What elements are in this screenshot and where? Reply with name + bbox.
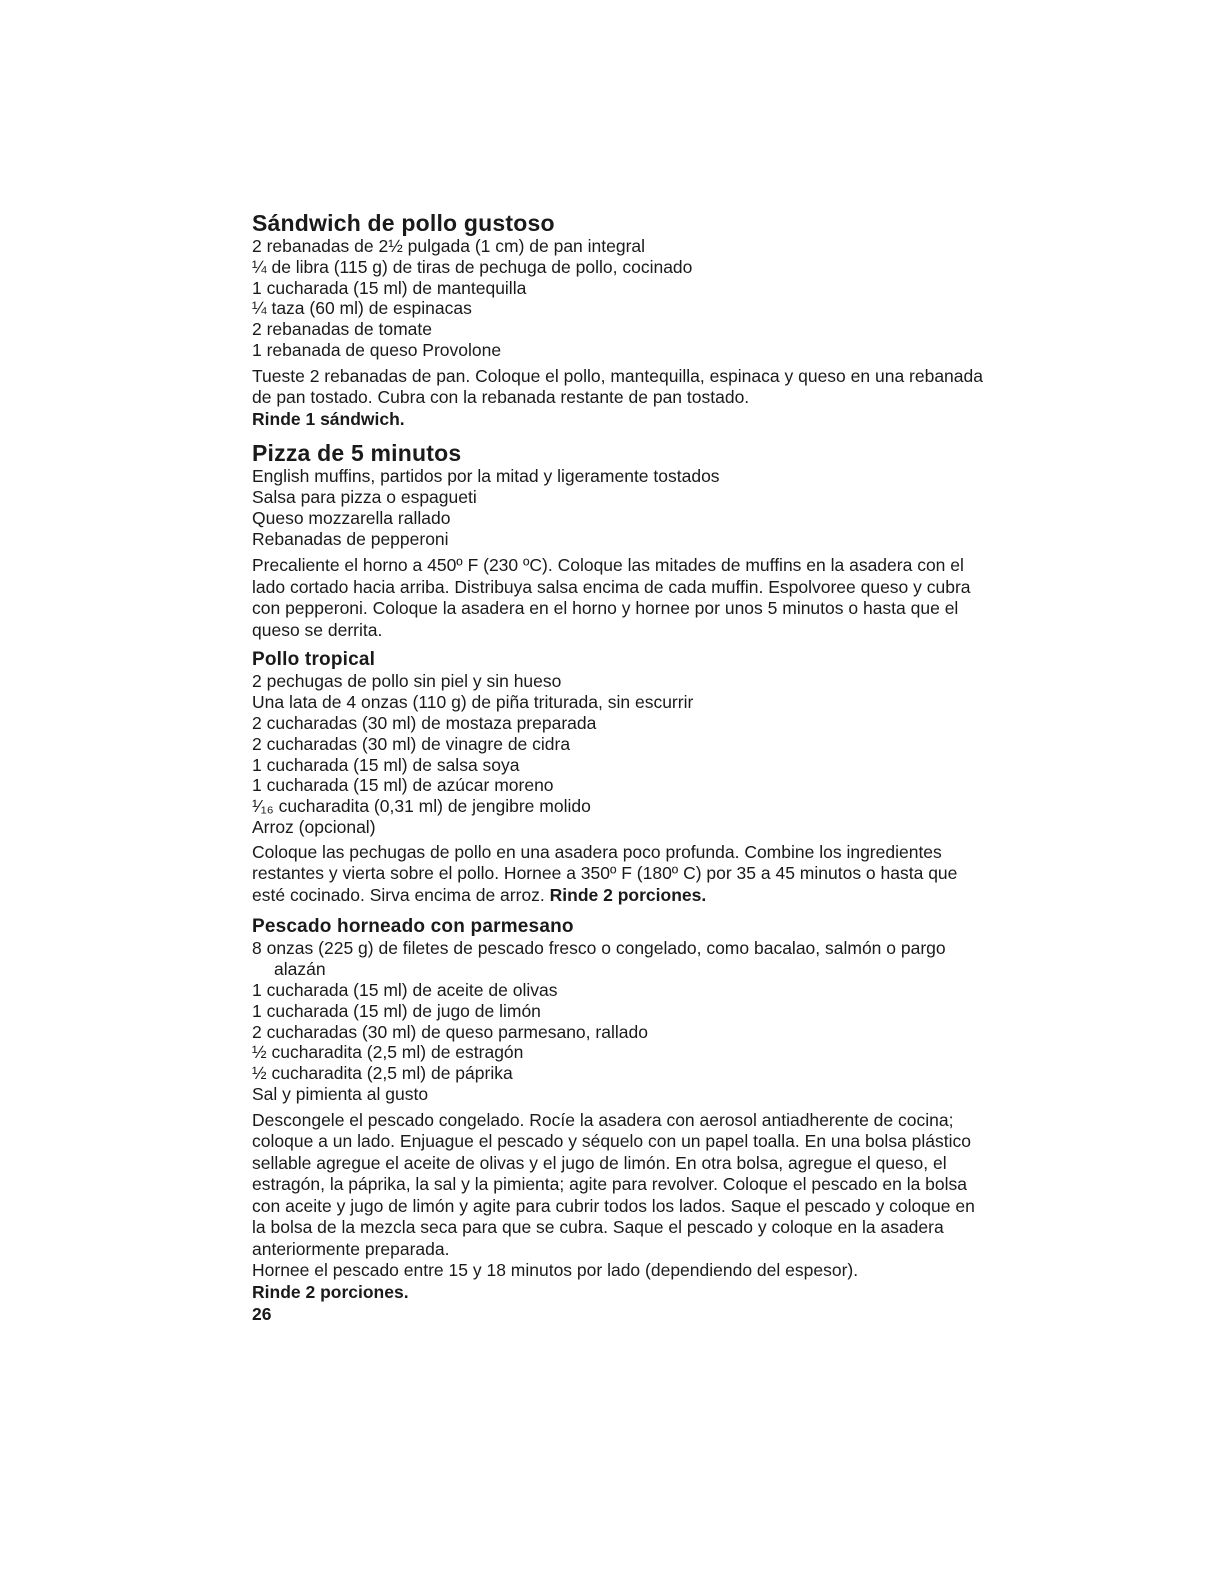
recipe-yield: Rinde 1 sándwich. [252,408,405,429]
ingredient-list [252,466,992,549]
ingredient-item: Sal y pimienta al gusto [252,1083,429,1104]
ingredient-item: 1 cucharada (15 ml) de jugo de limón [252,1000,541,1021]
recipe-title: Sándwich de pollo gustoso [252,210,555,236]
ingredient-item: 2 rebanadas de tomate [252,319,432,340]
recipe-title: Pescado horneado con parmesano [252,916,574,938]
ingredient-item: 1 cucharada (15 ml) de mantequilla [252,277,527,298]
ingredient-item: 1 cucharada (15 ml) de aceite de olivas [252,979,558,1000]
ingredient-item: Una lata de 4 onzas (110 g) de piña triturada, sin escurrir [252,692,694,713]
recipe-instructions-bake [252,1260,992,1303]
recipe-yield: Rinde 2 porciones. [549,884,707,905]
ingredient-item: 2 cucharadas (30 ml) de vinagre de cidra [252,733,571,754]
recipe-instructions [252,366,992,431]
instructions-text: Tueste 2 rebanadas de pan. Coloque el pollo, mantequilla, espinaca y queso en una rebanada de pan tostado. Cubra con la rebanada restante de pan tostado. [252,365,983,408]
recipe-pollo-tropical [252,649,992,906]
ingredient-item: ½ cucharadita (2,5 ml) de estragón [252,1042,524,1063]
recipe-instructions [252,842,992,907]
ingredient-item: ¼ taza (60 ml) de espinacas [252,298,472,319]
ingredient-item: ¹⁄₁₆ cucharadita (0,31 ml) de jengibre molido [252,796,591,817]
ingredient-item: 2 pechugas de pollo sin piel y sin hueso [252,671,562,692]
recipe-instructions: Precaliente el horno a 450º F (230 ºC). Coloque las mitades de muffins en la asadera con el lado cortado hacia arriba. Distribuya salsa encima de cada muffin. Espolvoree queso y cubra con pepperoni. Coloque la asadera en el horno y hornee por unos 5 minutos o hasta que el queso se derrita. [252,555,971,640]
recipe-sandwich [252,210,992,430]
recipe-title: Pollo tropical [252,649,376,671]
ingredient-list [252,671,992,837]
ingredient-item: Queso mozzarella rallado [252,507,451,528]
recipe-pescado-parmesano [252,916,992,1303]
instructions-text: Coloque las pechugas de pollo en una asadera poco profunda. Combine los ingredientes restantes y vierta sobre el pollo. Hornee a 350º F (180º C) por 35 a 45 minutos o hasta que esté cocinado. Sirva encima de arroz. [252,841,958,905]
recipe-page [252,210,992,1325]
recipe-instructions: Descongele el pescado congelado. Rocíe la asadera con aerosol antiadherente de cocina; coloque a un lado. Enjuague el pescado y séquelo con un papel toalla. En una bolsa plástico sellable agregue el aceite de olivas y el jugo de limón. En otra bolsa, agregue el queso, el estragón, la páprika, la sal y la pimienta; agite para revolver. Coloque el pescado en la bolsa con aceite y jugo de limón y agite para cubrir todos los lados. Saque el pescado y coloque en la bolsa de la mezcla seca para que se cubra. Saque el pescado y coloque en la asadera anteriormente preparada. [252,1109,975,1259]
ingredient-item: 2 cucharadas (30 ml) de queso parmesano, rallado [252,1021,648,1042]
ingredient-item: 2 rebanadas de 2½ pulgada (1 cm) de pan integral [252,236,646,256]
ingredient-item: English muffins, partidos por la mitad y ligeramente tostados [252,466,720,487]
instructions-text: Hornee el pescado entre 15 y 18 minutos por lado (dependiendo del espesor). [252,1260,859,1281]
ingredient-item: 8 onzas (225 g) de filetes de pescado fresco o congelado, como bacalao, salmón o pargo alazán [252,938,946,980]
ingredient-item: 1 cucharada (15 ml) de azúcar moreno [252,775,554,796]
ingredient-item: 1 rebanada de queso Provolone [252,339,502,360]
ingredient-item: Rebanadas de pepperoni [252,528,449,549]
ingredient-item: Salsa para pizza o espagueti [252,487,477,508]
recipe-pizza [252,440,992,641]
recipe-yield: Rinde 2 porciones. [252,1281,409,1302]
ingredient-list [252,236,992,361]
ingredient-item: ¼ de libra (115 g) de tiras de pechuga de pollo, cocinado [252,256,693,277]
ingredient-item: 1 cucharada (15 ml) de salsa soya [252,754,520,775]
ingredient-item: ½ cucharadita (2,5 ml) de páprika [252,1063,513,1084]
recipe-title: Pizza de 5 minutos [252,440,462,467]
ingredient-list [252,938,992,1104]
ingredient-item: 2 cucharadas (30 ml) de mostaza preparada [252,713,597,734]
page-number: 26 [252,1304,272,1325]
ingredient-item: Arroz (opcional) [252,817,376,838]
